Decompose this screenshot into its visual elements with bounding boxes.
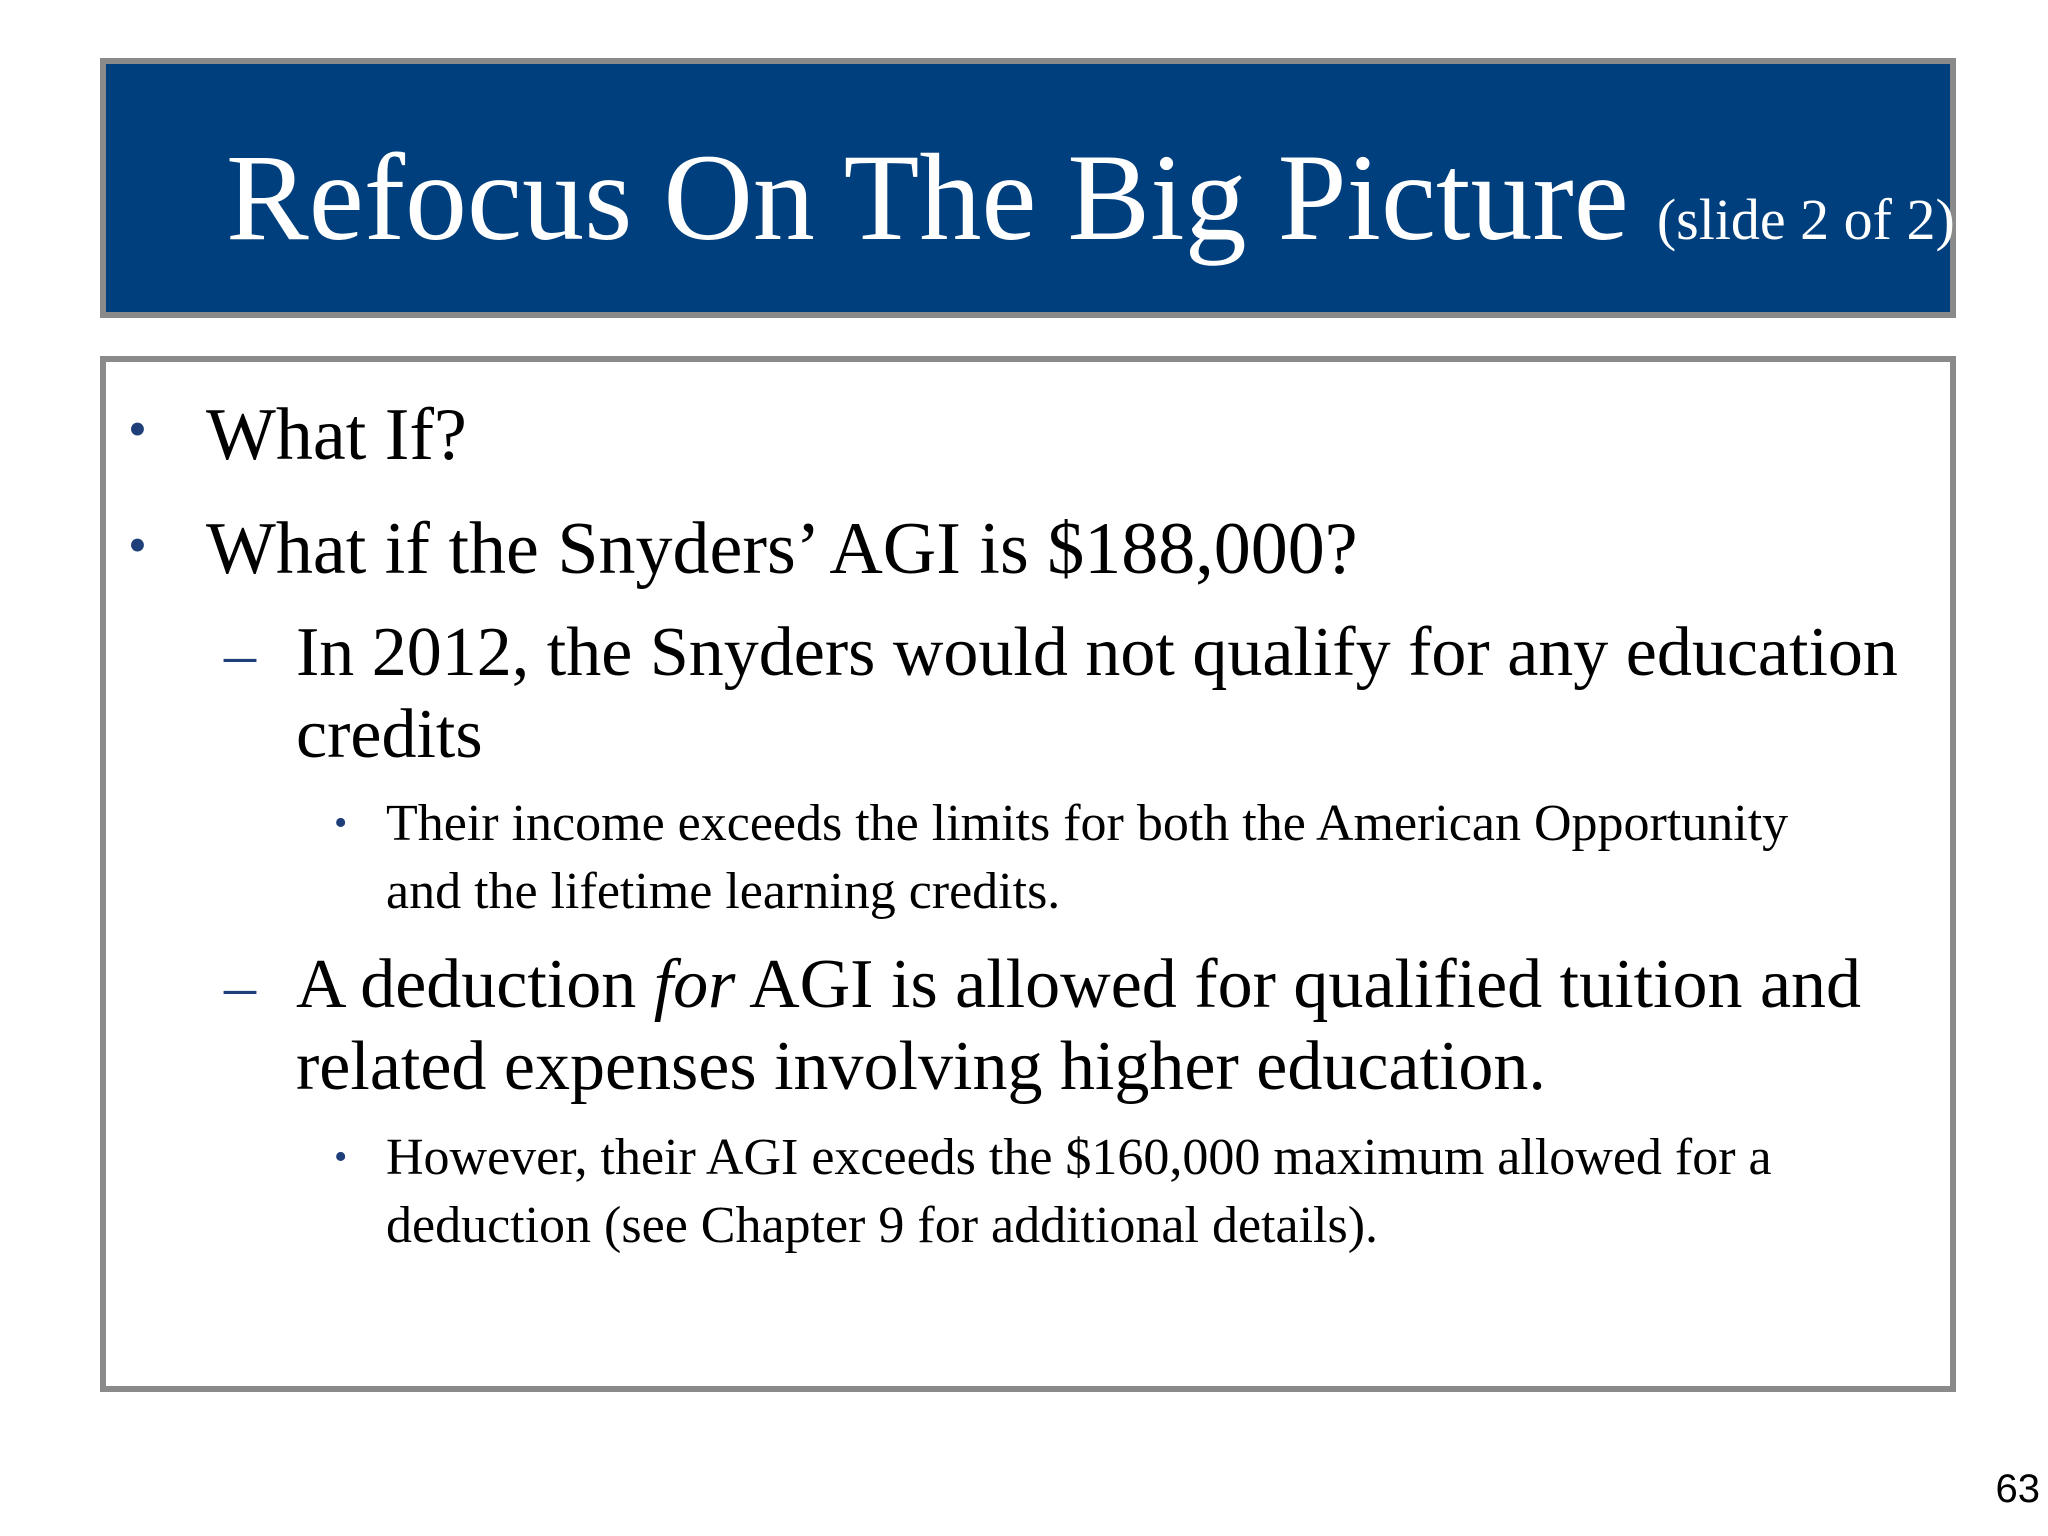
deduction-text-italic: for (653, 946, 736, 1023)
dash-icon: – (224, 618, 256, 689)
detail-income-limits-line2: and the lifetime learning credits. (386, 863, 1061, 920)
dash-icon: – (224, 950, 256, 1021)
bullet-dot-icon: • (334, 1136, 348, 1178)
sub-bullet-deduction-line1 (296, 946, 1862, 1023)
bullet-dot-icon: • (128, 399, 147, 459)
slide-number: 63 (1995, 1467, 2040, 1511)
detail-income-limits-line1: Their income exceeds the limits for both the American Opportunity (386, 795, 1789, 852)
slide-title-main: Refocus On The Big Picture (226, 129, 1629, 266)
sub-bullet-credits-line1: In 2012, the Snyders would not qualify for any education (296, 614, 1898, 691)
sub-bullet-deduction-line2: related expenses involving higher education. (296, 1028, 1546, 1105)
deduction-text-end: AGI is allowed for qualified tuition and (735, 946, 1862, 1023)
bullet-dot-icon: • (128, 515, 147, 575)
detail-max-allowed-line2: deduction (see Chapter 9 for additional details). (386, 1197, 1379, 1254)
slide-title (226, 129, 1955, 266)
bullet-dot-icon: • (334, 802, 348, 844)
content-panel (100, 356, 1956, 1392)
detail-max-allowed-line1: However, their AGI exceeds the $160,000 maximum allowed for a (386, 1129, 1772, 1186)
bullet-what-if: What If? (206, 394, 467, 476)
slide-title-subtitle: (slide 2 of 2) (1656, 187, 1955, 252)
deduction-text-start: A deduction (296, 946, 654, 1023)
bullet-agi-question: What if the Snyders’ AGI is $188,000? (206, 508, 1358, 590)
sub-bullet-credits-line2: credits (296, 696, 483, 773)
title-banner (100, 58, 1956, 318)
